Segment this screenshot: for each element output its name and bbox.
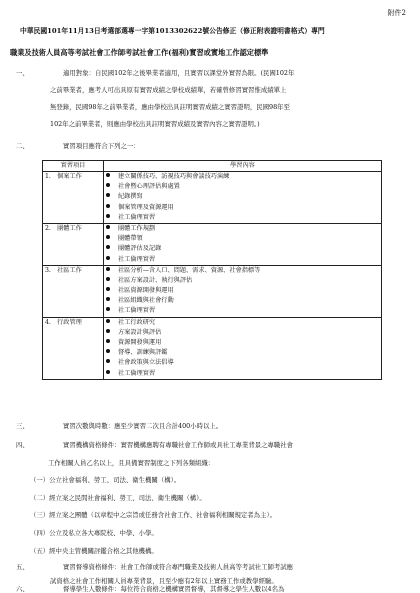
row-category: 2. 團體工作	[43, 223, 104, 265]
item-text: 建立關係技巧、訪視技巧與會談技巧演練	[118, 173, 230, 180]
item-text: 社工倫理實習	[118, 255, 156, 263]
list-item	[106, 328, 379, 338]
item-text: 方案設計與評估	[118, 328, 162, 336]
list-item	[106, 286, 379, 296]
bullet-icon	[106, 173, 110, 177]
item-text: 社區方案設計、執行與評估	[118, 276, 193, 284]
item-text: 社工倫理實習	[118, 213, 156, 221]
section-1-line-4: 102年之前畢業者，則應由學校出具註明實習成績及實習內容之實習證明。)	[50, 120, 260, 128]
list-item	[106, 276, 379, 286]
section-1-line-3: 無登錄，民國98年之前畢業者，應由學校出具註明實習成績之實習證明，民國98年至	[50, 103, 290, 111]
bullet-icon	[106, 359, 110, 363]
table-row	[43, 223, 382, 265]
item-text: 紀錄撰寫	[118, 193, 143, 201]
bullet-icon	[106, 339, 110, 343]
list-item	[106, 182, 379, 192]
bullet-icon	[106, 297, 110, 301]
table-row	[43, 265, 382, 317]
bullet-icon	[106, 349, 110, 353]
section-4-line-2: 工作相關人員乙名以上，且具備實習制度之下列各類組織：	[48, 459, 215, 467]
list-item	[106, 244, 379, 254]
item-text: 團體評估及記錄	[118, 245, 162, 253]
list-item	[106, 369, 379, 379]
section-4-item-5: （五）經中央主管機關評鑑合格之其他機構。	[30, 547, 158, 555]
bullet-icon	[106, 225, 110, 229]
section-1-line-1: 適用對象：自民國102年之後畢業者適用，且實習以課堂外實習為限。(民國102年	[63, 69, 295, 77]
bullet-icon	[106, 307, 110, 311]
header-practicum-item: 實習項目	[43, 161, 104, 172]
item-text: 社工倫理實習	[118, 369, 156, 377]
practicum-table	[42, 160, 382, 380]
section-1-line-2: 之前畢業者，應考人可出具原有實習成績之學校成績單，若確曾修習實習惟成績單上	[50, 86, 287, 94]
section-6-number: 六、	[16, 585, 29, 593]
table-row	[43, 317, 382, 379]
list-item	[106, 203, 379, 213]
header-learning-content: 學習內容	[104, 161, 382, 172]
list-item	[106, 172, 379, 182]
bullet-icon	[106, 319, 110, 323]
bullet-icon	[106, 204, 110, 208]
section-3-text: 實習次數與時數：應至少實習二次且合計400小時以上。	[63, 422, 223, 430]
title-line-2: 職業及技術人員高等考試社會工作師考試社會工作(福利)實習或實地工作認定標準	[10, 48, 269, 57]
section-5-number: 五、	[16, 563, 29, 571]
list-item	[106, 338, 379, 348]
bullet-icon	[106, 287, 110, 291]
table-row	[43, 172, 382, 224]
item-text: 團體工作規劃	[118, 224, 156, 232]
list-item	[106, 224, 379, 234]
section-6-text: 督導學生人數條件：每位符合資格之機構實習督導，其督導之學生人數以4名為	[63, 585, 285, 593]
row-category: 1. 個案工作	[43, 172, 104, 224]
section-5-line-2: 試資格之社會工作相關人員專業背景，且至少應有2年以上實務工作或教學經驗。	[50, 577, 278, 585]
list-item	[106, 296, 379, 306]
bullet-icon	[106, 329, 110, 333]
bullet-icon	[106, 370, 110, 374]
list-item	[106, 358, 379, 368]
list-item	[106, 192, 379, 202]
list-item	[106, 234, 379, 244]
item-text: 社區組織與社會行動	[118, 297, 174, 305]
list-item	[106, 266, 379, 276]
list-item	[106, 306, 379, 316]
item-text: 社工行政研究	[118, 318, 156, 326]
bullet-icon	[106, 245, 110, 249]
bullet-icon	[106, 214, 110, 218]
section-2-number: 二、	[16, 142, 29, 150]
bullet-icon	[106, 277, 110, 281]
section-2-text: 實習項目應符合下列之一：	[63, 142, 140, 150]
row-category: 3. 社區工作	[43, 265, 104, 317]
title-line-1: 中華民國101年11月13日考選部選專一字第1013302622號公告修正（修正附表證明書格式）專門	[20, 27, 325, 35]
item-text: 社區分析—含人口、問題、需求、資源、社會指標等	[118, 266, 261, 274]
bullet-icon	[106, 193, 110, 197]
item-text: 資源開發與運用	[118, 339, 162, 346]
table-header-row	[43, 161, 382, 172]
list-item	[106, 348, 379, 358]
section-4-item-3: （三）經立案之團體（以章程中之宗旨或任務含社會工作、社會福利相關規定者為主）。	[30, 511, 277, 519]
item-text: 個案管理及資源運用	[118, 203, 174, 211]
section-4-item-2: （二）經立案之民間社會福利、勞工、司法、衛生機關（構）。	[30, 494, 206, 502]
section-4-line-1: 實習機構資格條件：實習機構應聘有專職社會工作師或具社工專業背景之專職社會	[63, 441, 294, 449]
section-4-number: 四、	[16, 441, 29, 449]
annex-label: 附件2	[387, 9, 406, 17]
row-items	[104, 172, 382, 224]
row-items	[104, 317, 382, 379]
list-item	[106, 213, 379, 223]
section-3-number: 三、	[16, 422, 29, 430]
item-text: 社會暨心理評估與處置	[118, 183, 180, 191]
item-text: 團體帶領	[118, 235, 143, 243]
item-text: 督導、訓練與評鑑	[118, 349, 168, 357]
item-text: 社工倫理實習	[118, 307, 156, 315]
row-items	[104, 265, 382, 317]
bullet-icon	[106, 256, 110, 260]
row-items	[104, 223, 382, 265]
section-4-item-1: （一）公立社會福利、勞工、司法、衛生機關（構）。	[30, 476, 181, 484]
bullet-icon	[106, 235, 110, 239]
row-category: 4. 行政管理	[43, 317, 104, 379]
list-item	[106, 318, 379, 328]
section-4-item-4: （四）公立及私立各大專院校、中學、小學。	[30, 529, 158, 537]
item-text: 社會政策與立法倡導	[118, 359, 174, 367]
item-text: 社區資源開發與運用	[118, 287, 174, 295]
bullet-icon	[106, 183, 110, 187]
list-item	[106, 255, 379, 265]
section-5-line-1: 實習督導資格條件：社會工作師或符合專門職業及技術人員高等考試社工師考試應	[63, 563, 294, 571]
bullet-icon	[106, 267, 110, 271]
section-1-number: 一、	[16, 69, 29, 77]
